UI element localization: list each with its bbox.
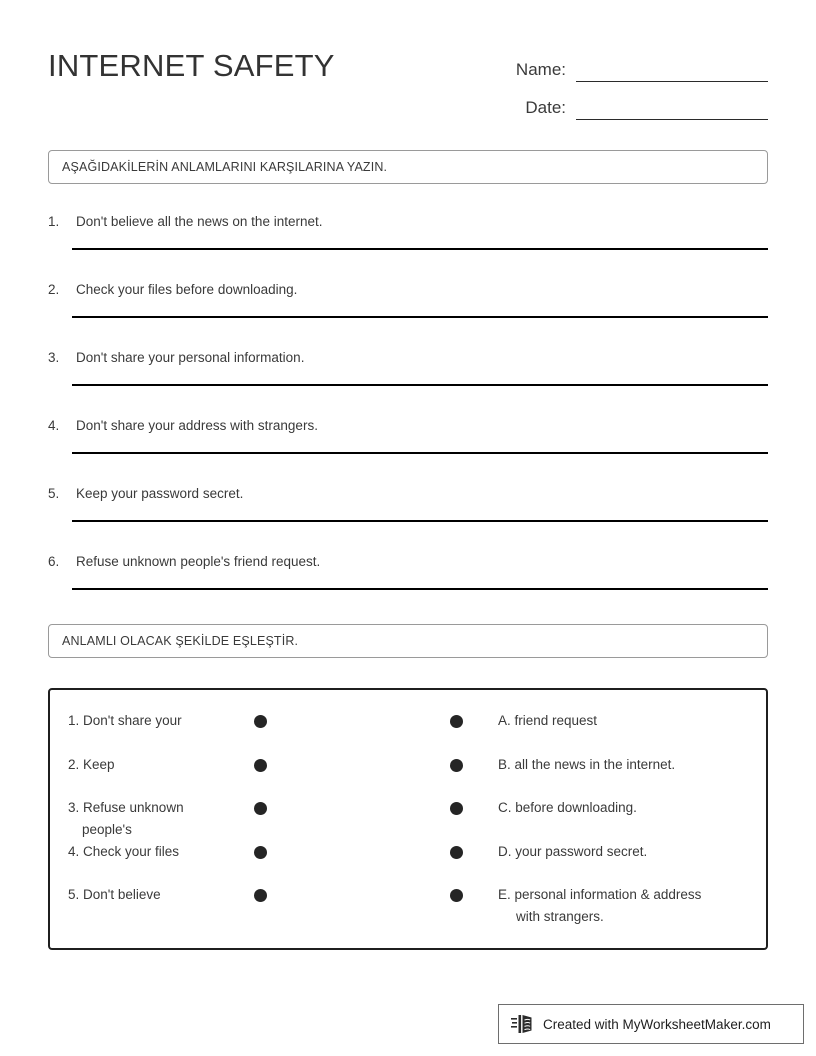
name-row xyxy=(456,44,768,82)
date-input-line[interactable] xyxy=(576,97,768,120)
matching-left-dot[interactable] xyxy=(254,802,267,815)
question-item xyxy=(48,410,768,478)
question-item xyxy=(48,342,768,410)
matching-right-column xyxy=(450,710,750,928)
question-number: 1. xyxy=(48,214,60,229)
matching-right-label: B. all the news in the internet. xyxy=(498,756,676,772)
answer-line[interactable] xyxy=(72,316,768,318)
question-number: 5. xyxy=(48,486,60,501)
answer-line[interactable] xyxy=(72,588,768,590)
question-text: Don't share your address with strangers. xyxy=(76,418,318,433)
matching-left-label: 1. Don't share your xyxy=(68,713,182,728)
matching-right-dot[interactable] xyxy=(450,846,463,859)
matching-left-item[interactable] xyxy=(68,884,320,928)
name-input-line[interactable] xyxy=(576,59,768,82)
page-title: INTERNET SAFETY xyxy=(48,48,335,83)
matching-left-label: 5. Don't believe xyxy=(68,887,161,902)
question-item xyxy=(48,274,768,342)
matching-exercise-box xyxy=(48,688,768,950)
matching-left-item[interactable] xyxy=(68,754,320,798)
answer-line[interactable] xyxy=(72,452,768,454)
question-text: Don't share your personal information. xyxy=(76,350,305,365)
question-number: 3. xyxy=(48,350,60,365)
matching-left-label: 2. Keep xyxy=(68,756,115,772)
instruction-banner-2 xyxy=(48,624,768,658)
matching-left-dot[interactable] xyxy=(254,715,267,728)
matching-right-item[interactable] xyxy=(450,797,750,841)
instruction-banner-1 xyxy=(48,150,768,184)
matching-left-dot[interactable] xyxy=(254,889,267,902)
matching-right-label: A. friend request xyxy=(498,713,598,728)
name-date-block xyxy=(456,44,768,120)
matching-right-item[interactable] xyxy=(450,710,750,754)
question-text: Check your files before downloading. xyxy=(76,282,298,297)
badge-label: Created with MyWorksheetMaker.com xyxy=(543,1016,771,1032)
answer-line[interactable] xyxy=(72,248,768,250)
matching-right-dot[interactable] xyxy=(450,889,463,902)
matching-left-label: 4. Check your files xyxy=(68,843,180,859)
worksheet-maker-logo-icon xyxy=(511,1012,537,1036)
worksheet-header xyxy=(48,44,768,124)
question-item xyxy=(48,206,768,274)
question-text: Keep your password secret. xyxy=(76,486,244,501)
created-with-badge[interactable] xyxy=(498,1004,804,1044)
matching-left-item[interactable] xyxy=(68,797,320,841)
matching-left-column xyxy=(68,710,320,928)
matching-right-label: D. your password secret. xyxy=(498,843,648,859)
name-label: Name: xyxy=(515,60,566,79)
answer-line[interactable] xyxy=(72,384,768,386)
instruction-text-2: ANLAMLI OLACAK ŞEKİLDE EŞLEŞTİR. xyxy=(62,634,299,648)
question-number: 2. xyxy=(48,282,60,297)
date-row xyxy=(456,82,768,120)
matching-right-item[interactable] xyxy=(450,841,750,885)
matching-left-item[interactable] xyxy=(68,841,320,885)
matching-right-label: C. before downloading. xyxy=(498,800,637,815)
question-item xyxy=(48,478,768,546)
answer-line[interactable] xyxy=(72,520,768,522)
question-list xyxy=(48,206,768,614)
matching-right-dot[interactable] xyxy=(450,759,463,772)
matching-right-item[interactable] xyxy=(450,754,750,798)
question-number: 6. xyxy=(48,554,60,569)
question-item xyxy=(48,546,768,614)
matching-right-item[interactable] xyxy=(450,884,750,928)
matching-left-item[interactable] xyxy=(68,710,320,754)
date-label: Date: xyxy=(525,98,566,117)
instruction-text-1: AŞAĞIDAKİLERİN ANLAMLARINI KARŞILARINA YAZIN. xyxy=(62,160,388,174)
matching-left-label: 3. Refuse unknown people's xyxy=(68,800,184,837)
matching-right-dot[interactable] xyxy=(450,715,463,728)
question-number: 4. xyxy=(48,418,60,433)
matching-left-dot[interactable] xyxy=(254,846,267,859)
matching-right-dot[interactable] xyxy=(450,802,463,815)
matching-right-label: E. personal information & address with strangers. xyxy=(498,887,702,924)
matching-left-dot[interactable] xyxy=(254,759,267,772)
question-text: Don't believe all the news on the internet. xyxy=(76,214,323,229)
question-text: Refuse unknown people's friend request. xyxy=(76,554,321,569)
